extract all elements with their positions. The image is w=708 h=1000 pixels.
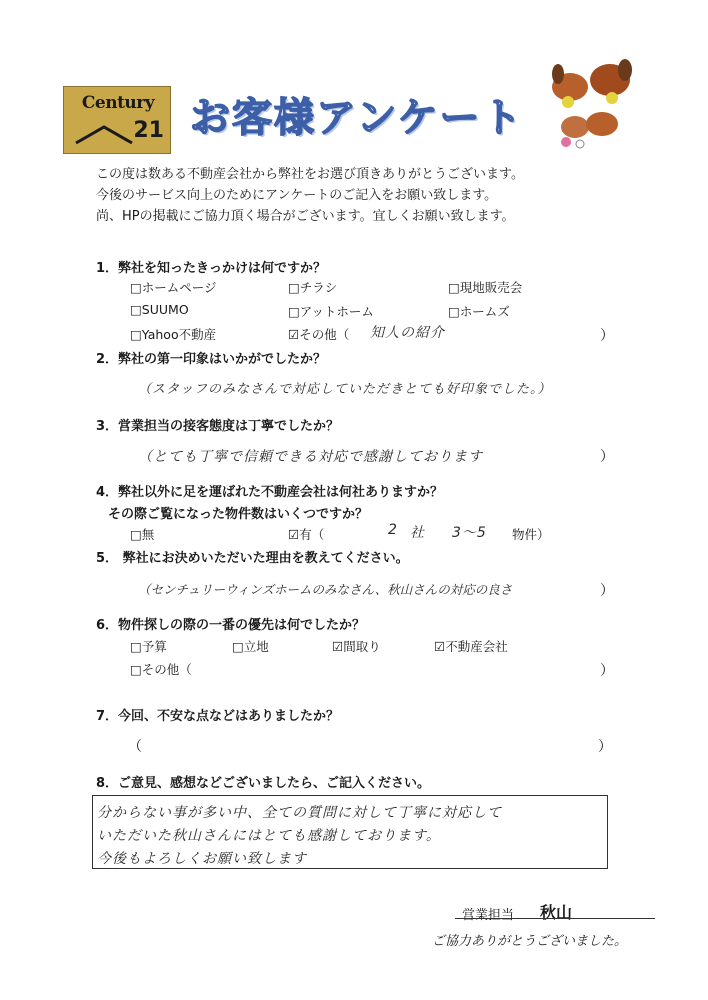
q2-answer: （スタッフのみなさんで対応していただきとても好印象でした。） — [138, 382, 552, 397]
q1-option-homepage[interactable]: □ホームページ — [130, 280, 217, 295]
signature-line — [455, 918, 655, 919]
q4-option-none[interactable]: □無 — [130, 527, 155, 542]
q2-question: 2．弊社の第一印象はいかがでしたか？ — [96, 352, 327, 367]
q6-option-location[interactable]: □立地 — [232, 639, 269, 654]
q6-question: 6．物件探しの際の一番の優先は何でしたか？ — [96, 618, 366, 633]
comment-line-1: 分からない事が多い中、全ての質問に対して丁寧に対応して — [97, 805, 502, 821]
q4-companies-count: 2 — [388, 522, 398, 538]
q4-question: 4．弊社以外に足を運ばれた不動産会社は何社ありますか？ — [96, 485, 444, 500]
q7-open-paren: （ — [128, 739, 142, 755]
q4-properties-unit: 物件） — [512, 527, 550, 542]
q5-question: 5． 弊社にお決めいただいた理由を教えてください。 — [96, 551, 409, 566]
q3-question: 3．営業担当の接客態度は丁寧でしたか？ — [96, 419, 340, 434]
comment-box — [92, 795, 608, 869]
q6-option-layout[interactable]: ☑間取り — [332, 639, 381, 654]
q6-option-company[interactable]: ☑不動産会社 — [434, 639, 508, 654]
q4-sub-question: その際ご覧になった物件数はいくつですか？ — [108, 507, 369, 522]
q8-question: 8．ご意見、感想などございましたら、ご記入ください。 — [96, 776, 431, 791]
century21-logo — [63, 86, 171, 154]
staff-name: 秋山 — [540, 903, 573, 922]
q4-option-yes[interactable]: ☑有（ — [288, 527, 325, 542]
intro-line-1: この度は数ある不動産会社から弊社をお選び頂きありがとうございます。 — [96, 167, 524, 182]
q4-companies-unit: 社 — [410, 525, 425, 541]
staff-label: 営業担当 — [462, 908, 515, 923]
q1-question: 1．弊社を知ったきっかけは何ですか？ — [96, 261, 327, 276]
logo-number: 21 — [133, 118, 164, 143]
q1-option-yahoo[interactable]: □Yahoo不動産 — [130, 327, 217, 342]
page-title: お客様アンケート — [190, 95, 524, 141]
comment-line-2: いただいた秋山さんにはとても感謝しております。 — [97, 828, 441, 844]
logo-text: Century — [81, 93, 155, 113]
thanks-message: ご協力ありがとうございました。 — [432, 934, 628, 949]
q5-answer: （センチュリーウィンズホームのみなさん、秋山さんの対応の良さ — [138, 582, 513, 597]
q1-option-homes[interactable]: □ホームズ — [448, 304, 510, 319]
q5-close-paren: ） — [600, 583, 614, 599]
q1-other-answer: 知人の紹介 — [370, 325, 445, 341]
dog-mascot-icon — [540, 52, 640, 152]
comment-line-3: 今後もよろしくお願い致します — [97, 851, 307, 867]
q1-option-flyer[interactable]: □チラシ — [288, 280, 338, 295]
q1-option-open-house[interactable]: □現地販売会 — [448, 280, 523, 295]
house-roof-icon — [74, 123, 134, 145]
q1-option-athome[interactable]: □アットホーム — [288, 304, 374, 319]
q1-option-other[interactable]: ☑その他（ — [288, 327, 350, 342]
q3-close-paren: ） — [600, 449, 614, 465]
q6-option-other[interactable]: □その他（ — [130, 662, 192, 677]
intro-line-3: 尚、HPの掲載にご協力頂く場合がございます。宜しくお願い致します。 — [96, 209, 515, 224]
q7-question: 7．今回、不安な点などはありましたか？ — [96, 709, 340, 724]
q6-close-paren: ） — [600, 663, 614, 679]
q6-option-budget[interactable]: □予算 — [130, 639, 167, 654]
q4-properties-count: 3～5 — [452, 525, 487, 541]
q1-option-suumo[interactable]: □SUUMO — [130, 302, 189, 317]
q1-close-paren: ） — [600, 328, 614, 344]
intro-line-2: 今後のサービス向上のためにアンケートのご記入をお願い致します。 — [96, 188, 498, 203]
q7-close-paren: ） — [598, 739, 612, 755]
q3-answer: （とても丁寧で信頼できる対応で感謝しております — [138, 449, 483, 465]
